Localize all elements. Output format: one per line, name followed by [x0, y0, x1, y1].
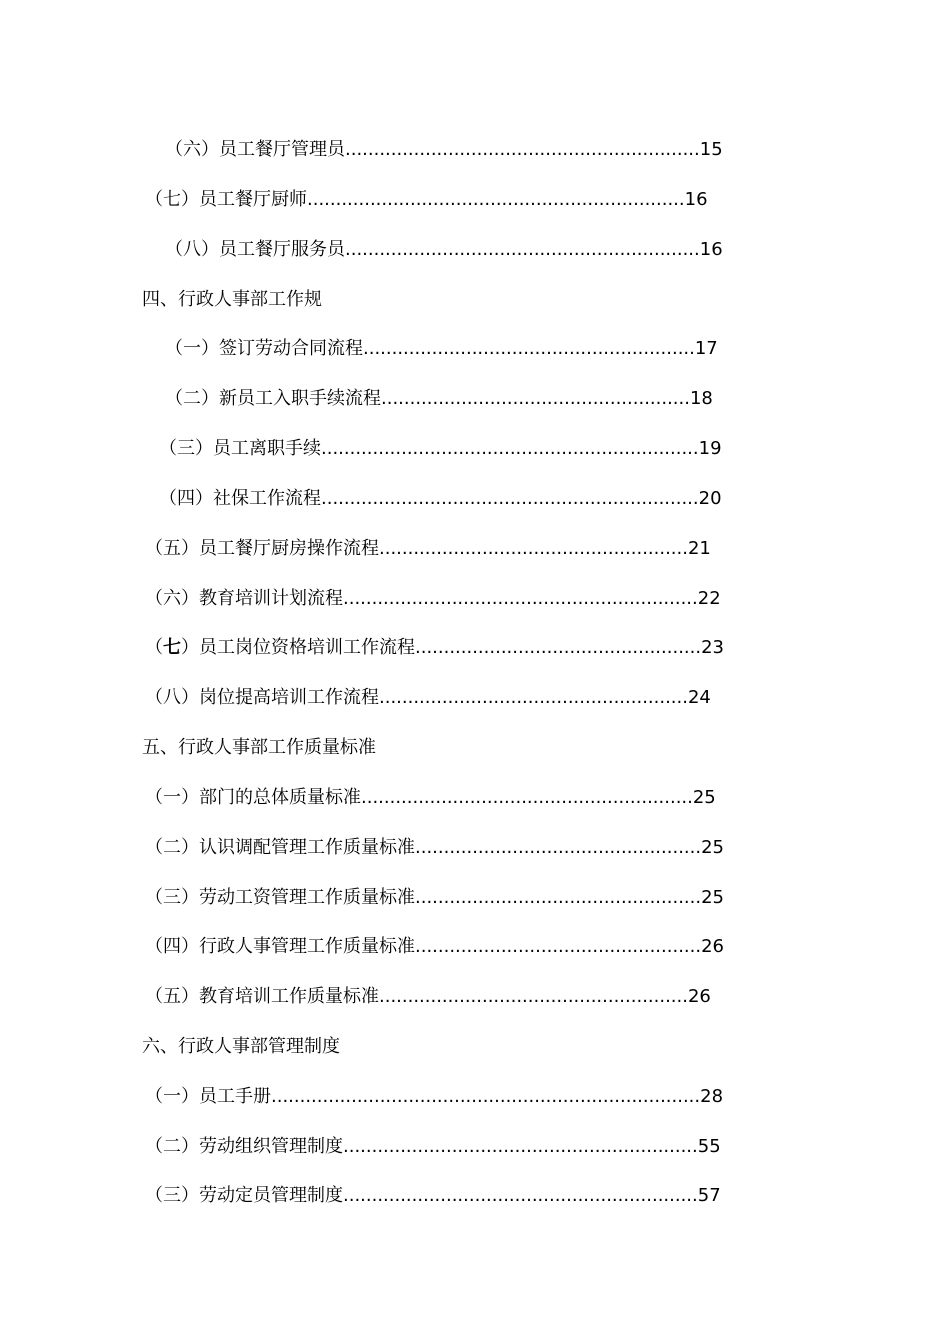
toc-entry[interactable]	[145, 636, 724, 660]
toc-entry[interactable]: （五）员工餐厅厨房操作流程......................................................21	[145, 538, 711, 559]
toc-entry[interactable]: （八）岗位提高培训工作流程......................................................24	[145, 687, 711, 708]
toc-entry[interactable]: （四）社保工作流程..................................................................20	[159, 488, 722, 509]
toc-entry[interactable]: （六）员工餐厅管理员..............................................................15	[165, 139, 723, 160]
toc-entry[interactable]: （一）员工手册...........................................................................28	[145, 1086, 724, 1107]
toc-entry[interactable]: （三）员工离职手续..................................................................19	[159, 438, 722, 459]
toc-entry[interactable]: （一）部门的总体质量标准..........................................................25	[145, 787, 716, 808]
toc-entry[interactable]: （二）新员工入职手续流程......................................................18	[165, 388, 713, 409]
toc-entry[interactable]: （四）行政人事管理工作质量标准..................................................26	[145, 936, 724, 957]
toc-entry[interactable]: （五）教育培训工作质量标准......................................................26	[145, 986, 711, 1007]
toc-entry[interactable]: （一）签订劳动合同流程..........................................................17	[165, 338, 718, 359]
toc-section-heading[interactable]: 六、行政人事部管理制度	[142, 1036, 340, 1057]
toc-entry-bold-numeral: 七	[163, 637, 181, 658]
toc-entry[interactable]: （六）教育培训计划流程..............................................................22	[145, 588, 721, 609]
toc-entry[interactable]: （二）劳动组织管理制度..............................................................55	[145, 1136, 721, 1157]
toc-entry[interactable]: （七）员工餐厅厨师..................................................................16	[145, 189, 708, 210]
toc-entry-rest: ）员工岗位资格培训工作流程..................................................23	[181, 637, 724, 658]
toc-section-heading[interactable]: 五、行政人事部工作质量标准	[142, 737, 376, 758]
toc-entry[interactable]: （二）认识调配管理工作质量标准..................................................25	[145, 837, 724, 858]
toc-entry[interactable]: （三）劳动定员管理制度..............................................................57	[145, 1185, 721, 1206]
toc-entry[interactable]: （八）员工餐厅服务员..............................................................16	[165, 239, 723, 260]
toc-section-heading[interactable]: 四、行政人事部工作规	[142, 289, 322, 310]
toc-entry-prefix: （	[145, 637, 163, 658]
toc-entry[interactable]: （三）劳动工资管理工作质量标准..................................................25	[145, 887, 724, 908]
